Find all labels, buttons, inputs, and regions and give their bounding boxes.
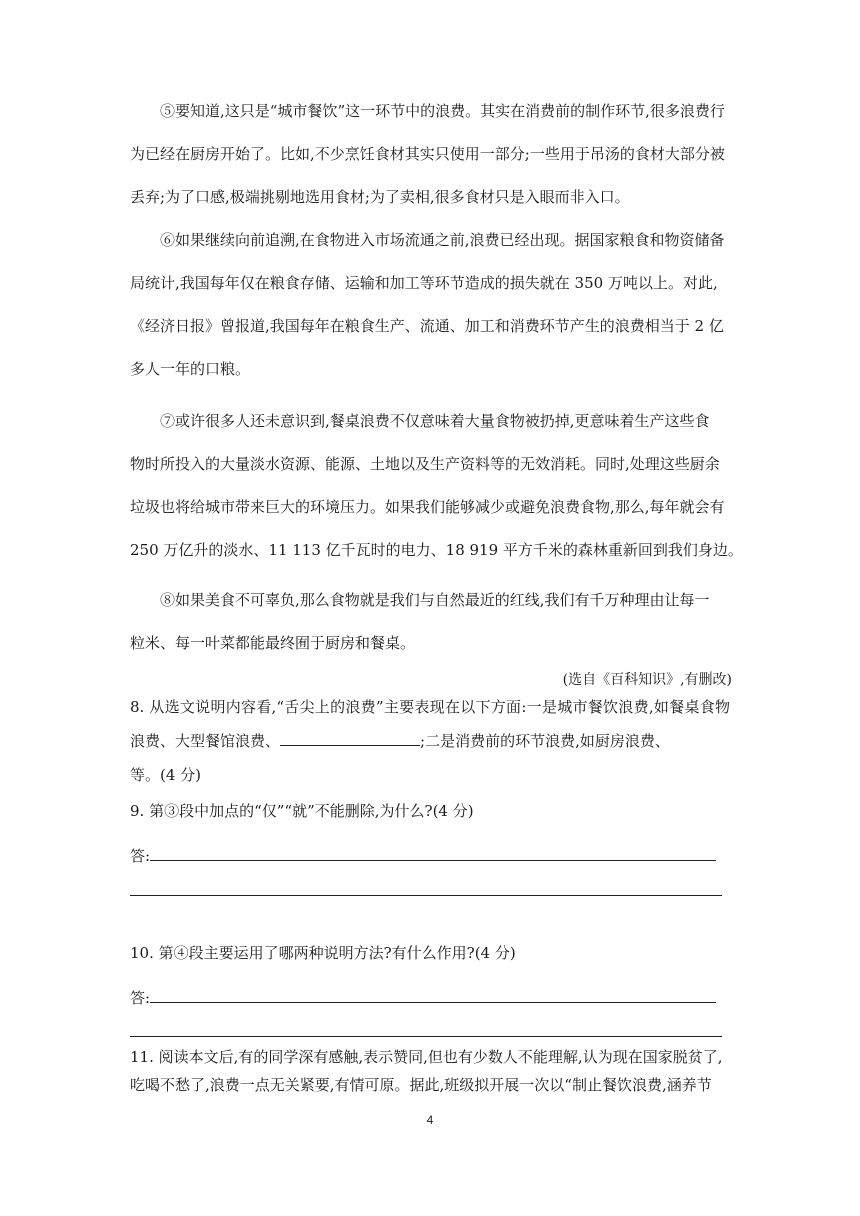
question-9: 9. 第③段中加点的“仅”“就”不能删除,为什么?(4 分) xyxy=(130,802,474,820)
question-8-text-3: 等。(4 分) xyxy=(130,766,202,784)
paragraph-5-line-1: ⑤要知道,这只是“城市餐饮”这一环节中的浪费。其实在消费前的制作环节,很多浪费行 xyxy=(160,102,725,120)
question-9-answer-rule[interactable] xyxy=(150,848,716,861)
paragraph-6-line-3: 《经济日报》曾报道,我国每年在粮食生产、流通、加工和消费环节产生的浪费相当于 2 亿 xyxy=(130,317,724,335)
page-number: 4 xyxy=(426,1113,434,1127)
question-9-answer-rule-2[interactable] xyxy=(130,895,722,896)
question-8 xyxy=(130,690,730,792)
question-8-blank-1[interactable] xyxy=(280,731,420,746)
question-11-line-2: 吃喝不愁了,浪费一点无关紧要,有情可原。据此,班级拟开展一次以“制止餐饮浪费,涵养节 xyxy=(130,1076,712,1094)
source-citation: (选自《百科知识》,有删改) xyxy=(562,672,732,688)
paragraph-6-line-2: 局统计,我国每年仅在粮食存储、运输和加工等环节造成的损失就在 350 万吨以上。对此, xyxy=(130,274,718,292)
question-10: 10. 第④段主要运用了哪两种说明方法?有什么作用?(4 分) xyxy=(130,944,516,962)
paragraph-8-line-2: 粒米、每一叶菜都能最终囿于厨房和餐桌。 xyxy=(130,634,416,652)
question-9-answer-label: 答: xyxy=(130,847,151,865)
paragraph-7-line-3: 垃圾也将给城市带来巨大的环境压力。如果我们能够减少或避免浪费食物,那么,每年就会有 xyxy=(130,498,725,516)
question-10-answer-line[interactable] xyxy=(130,987,716,1008)
paragraph-7-line-2: 物时所投入的大量淡水资源、能源、土地以及生产资料等的无效消耗。同时,处理这些厨余 xyxy=(130,455,720,473)
paragraph-7-line-1: ⑦或许很多人还未意识到,餐桌浪费不仅意味着大量食物被扔掉,更意味着生产这些食 xyxy=(160,412,710,430)
question-8-text-1: 8. 从选文说明内容看,“舌尖上的浪费”主要表现在以下方面:一是城市餐饮浪费,如餐桌食物浪费、大型餐馆浪费、 xyxy=(130,698,730,750)
paragraph-6-line-4: 多人一年的口粮。 xyxy=(130,360,251,378)
question-8-text-2: ;二是消费前的环节浪费,如厨房浪费、 xyxy=(420,732,670,750)
question-10-answer-rule[interactable] xyxy=(150,990,716,1003)
paragraph-7-line-4: 250 万亿升的淡水、11 113 亿千瓦时的电力、18 919 平方千米的森林重新回到我们身边。 xyxy=(130,541,743,559)
paragraph-5-line-2: 为已经在厨房开始了。比如,不少烹饪食材其实只使用一部分;一些用于吊汤的食材大部分被 xyxy=(130,145,725,163)
paragraph-5-line-3: 丢弃;为了口感,极端挑剔地选用食材;为了卖相,很多食材只是入眼而非入口。 xyxy=(130,188,630,206)
question-9-answer-line[interactable] xyxy=(130,845,716,866)
paragraph-8-line-1: ⑧如果美食不可辜负,那么食物就是我们与自然最近的红线,我们有千万种理由让每一 xyxy=(160,591,710,609)
paragraph-6-line-1: ⑥如果继续向前追溯,在食物进入市场流通之前,浪费已经出现。据国家粮食和物资储备 xyxy=(160,231,725,249)
question-11-line-1: 11. 阅读本文后,有的同学深有感触,表示赞同,但也有少数人不能理解,认为现在国家脱贫了, xyxy=(130,1048,723,1066)
question-10-answer-label: 答: xyxy=(130,989,151,1007)
question-10-answer-rule-2[interactable] xyxy=(130,1036,722,1037)
